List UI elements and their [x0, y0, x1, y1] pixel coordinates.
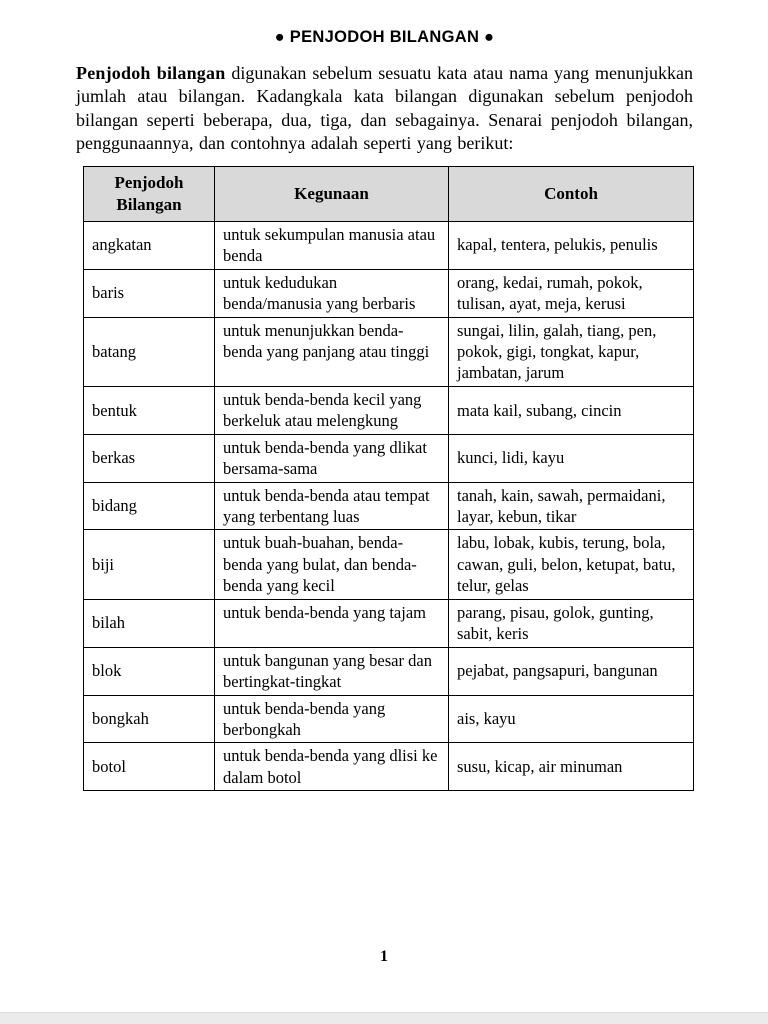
table-cell-penjodoh: angkatan	[84, 221, 215, 269]
table-row	[84, 482, 694, 530]
table-row	[84, 695, 694, 743]
penjodoh-table	[83, 166, 694, 792]
table-row	[84, 599, 694, 647]
table-row	[84, 530, 694, 599]
table-cell-kegunaan: untuk buah-buahan, benda-benda yang bulat, dan benda-benda yang kecil	[215, 530, 449, 599]
table-container	[83, 166, 693, 792]
table-cell-contoh: pejabat, pangsapuri, bangunan	[449, 647, 694, 695]
table-cell-penjodoh: batang	[84, 317, 215, 386]
header-cell-penjodoh-bilangan: Penjodoh Bilangan	[84, 166, 215, 221]
intro-paragraph	[76, 62, 693, 156]
table-cell-penjodoh: bongkah	[84, 695, 215, 743]
page-bottom-edge	[0, 1012, 768, 1024]
table-cell-contoh: kunci, lidi, kayu	[449, 434, 694, 482]
table-cell-penjodoh: bidang	[84, 482, 215, 530]
table-cell-contoh: kapal, tentera, pelukis, penulis	[449, 221, 694, 269]
table-cell-penjodoh: blok	[84, 647, 215, 695]
table-cell-kegunaan: untuk benda-benda kecil yang berkeluk atau melengkung	[215, 386, 449, 434]
table-cell-kegunaan: untuk benda-benda yang dlisi ke dalam botol	[215, 743, 449, 791]
table-cell-penjodoh: baris	[84, 269, 215, 317]
table-cell-penjodoh: botol	[84, 743, 215, 791]
intro-text: digunakan sebelum sesuatu kata atau nama yang menunjukkan jumlah atau bilangan. Kadangkala kata bilangan digunakan sebelum penjodoh bilangan seperti beberapa, dua, tiga, dan sebagainya. Senarai penjodoh bilangan, penggunaannya, dan contohnya adalah seperti yang berikut:	[76, 63, 693, 154]
table-row	[84, 386, 694, 434]
table-cell-kegunaan: untuk sekumpulan manusia atau benda	[215, 221, 449, 269]
intro-lead: Penjodoh bilangan	[76, 63, 226, 83]
table-cell-contoh: susu, kicap, air minuman	[449, 743, 694, 791]
table-cell-contoh: parang, pisau, golok, gunting, sabit, keris	[449, 599, 694, 647]
table-cell-penjodoh: biji	[84, 530, 215, 599]
table-cell-penjodoh: bilah	[84, 599, 215, 647]
page-title: ● PENJODOH BILANGAN ●	[274, 28, 495, 46]
table-cell-contoh: labu, lobak, kubis, terung, bola, cawan, guli, belon, ketupat, batu, telur, gelas	[449, 530, 694, 599]
table-row	[84, 647, 694, 695]
table-cell-contoh: mata kail, subang, cincin	[449, 386, 694, 434]
table-cell-kegunaan: untuk kedudukan benda/manusia yang berbaris	[215, 269, 449, 317]
table-cell-contoh: ais, kayu	[449, 695, 694, 743]
table-cell-penjodoh: bentuk	[84, 386, 215, 434]
table-row	[84, 269, 694, 317]
table-cell-kegunaan: untuk menunjukkan benda-benda yang panjang atau tinggi	[215, 317, 449, 386]
table-cell-kegunaan: untuk benda-benda atau tempat yang terbentang luas	[215, 482, 449, 530]
header-cell-kegunaan: Kegunaan	[215, 166, 449, 221]
table-cell-kegunaan: untuk bangunan yang besar dan bertingkat-tingkat	[215, 647, 449, 695]
table-cell-contoh: sungai, lilin, galah, tiang, pen, pokok, gigi, tongkat, kapur, jambatan, jarum	[449, 317, 694, 386]
table-row	[84, 743, 694, 791]
table-cell-contoh: orang, kedai, rumah, pokok, tulisan, ayat, meja, kerusi	[449, 269, 694, 317]
table-cell-contoh: tanah, kain, sawah, permaidani, layar, kebun, tikar	[449, 482, 694, 530]
header-cell-contoh: Contoh	[449, 166, 694, 221]
table-row	[84, 221, 694, 269]
table-cell-penjodoh: berkas	[84, 434, 215, 482]
table-header-row	[84, 166, 694, 221]
table-cell-kegunaan: untuk benda-benda yang dlikat bersama-sama	[215, 434, 449, 482]
page-number: 1	[380, 948, 388, 965]
table-row	[84, 317, 694, 386]
table-row	[84, 434, 694, 482]
table-cell-kegunaan: untuk benda-benda yang berbongkah	[215, 695, 449, 743]
table-cell-kegunaan: untuk benda-benda yang tajam	[215, 599, 449, 647]
